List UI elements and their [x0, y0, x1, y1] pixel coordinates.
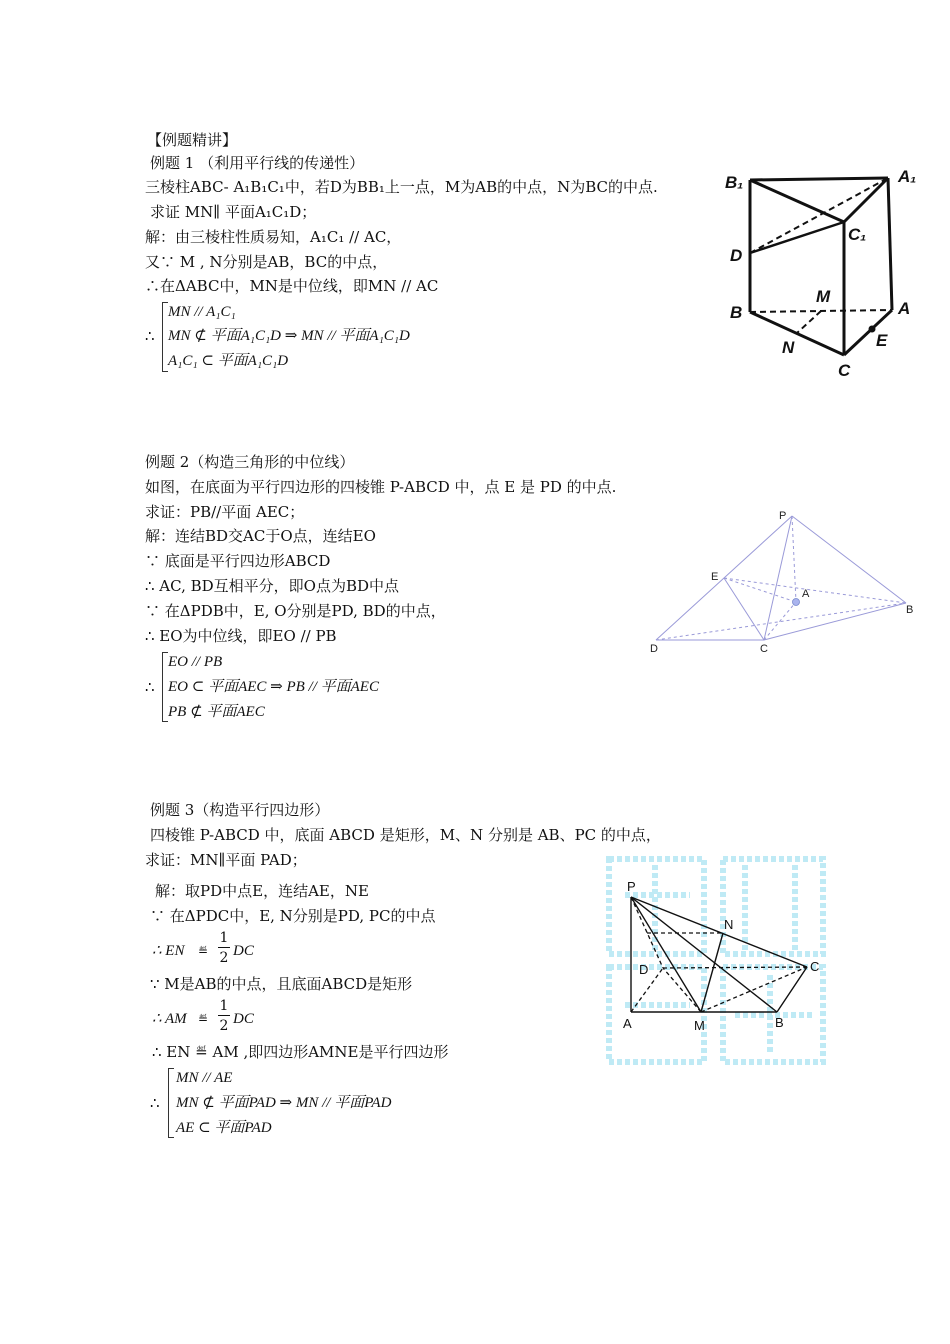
label-n: N	[782, 338, 795, 357]
ex1-step-2: 又∵ M , N分别是AB，BC的中点，	[145, 253, 388, 271]
ex3-step-6: ∴ EN ≝ AM ,即四边形AMNE是平行四边形	[152, 1043, 449, 1061]
segment-mn-hidden	[797, 311, 821, 333]
label-m: M	[816, 287, 831, 306]
therefore-symbol: ∴	[145, 327, 155, 345]
ex3-step-1: 解：取PD中点E，连结AE，NE	[155, 882, 369, 900]
edge-pc	[764, 516, 792, 640]
label-c: C	[838, 361, 851, 380]
label-a: A	[898, 299, 911, 318]
ex1-heading: 例题 1 （利用平行线的传递性）	[150, 154, 365, 172]
ex3-problem: 四棱锥 P-ABCD 中，底面 ABCD 是矩形，M、N 分别是 AB、PC 的中点，	[150, 826, 661, 844]
ex1-problem: 三棱柱ABC- A₁B₁C₁中，若D为BB₁上一点，M为AB的中点，N为BC的中点.	[145, 178, 658, 196]
equal-parallel-symbol: ≝	[198, 944, 209, 958]
label-c: C	[760, 643, 768, 655]
edge-c1a1	[844, 178, 888, 222]
ex1-conclusion-2: MN ⊄ 平面A₁C₁D ⇒ MN // 平面A₁C₁D	[168, 328, 410, 344]
label-b: B	[775, 1015, 784, 1030]
conclusion-brace	[168, 1068, 174, 1138]
ex1-prism-figure	[720, 160, 930, 385]
ex1-conclusion-3: A₁C₁ ⊂ 平面A₁C₁D	[168, 353, 289, 369]
ex3-step-3-rhs: DC	[233, 943, 254, 959]
ex1-step-3: ∴在ΔABC中，MN是中位线，即MN // AC	[145, 277, 439, 295]
segment-mc-hidden	[701, 967, 807, 1012]
ex2-heading: 例题 2（构造三角形的中位线）	[145, 453, 355, 471]
fraction-denominator: 2	[219, 1018, 229, 1034]
label-e: E	[711, 571, 719, 583]
ex3-step-5-rhs: DC	[233, 1011, 254, 1027]
ex2-step-2: ∵ 底面是平行四边形ABCD	[145, 552, 331, 570]
therefore-symbol: ∴	[150, 1094, 160, 1112]
ex3-heading: 例题 3（构造平行四边形）	[150, 801, 330, 819]
ex3-conclusion-1: MN // AE	[176, 1070, 233, 1086]
therefore-symbol: ∴	[145, 678, 155, 696]
edge-b1c1	[750, 180, 844, 222]
label-a1: A₁	[898, 167, 917, 186]
ex2-conclusion-1: EO // PB	[168, 654, 223, 670]
point-e	[869, 326, 876, 333]
ex1-conclusion-1: MN // A₁C₁	[168, 304, 236, 320]
edge-bc	[750, 312, 844, 355]
ex2-prove: 求证：PB//平面 AEC；	[145, 503, 305, 521]
label-a: A	[802, 588, 810, 600]
label-m: M	[694, 1018, 705, 1033]
ex3-pyramid-figure	[605, 855, 835, 1070]
label-b: B	[730, 303, 743, 322]
ex2-conclusion-3: PB ⊄ 平面AEC	[168, 704, 265, 720]
equal-parallel-symbol: ≝	[198, 1012, 209, 1026]
ex2-problem: 如图，在底面为平行四边形的四棱锥 P-ABCD 中，点 E 是 PD 的中点.	[145, 478, 617, 496]
edge-cb	[764, 603, 906, 640]
ex2-pyramid-figure	[640, 500, 930, 660]
label-e: E	[876, 331, 888, 350]
ex2-step-1: 解：连结BD交AC于O点，连结EO	[145, 527, 376, 545]
ex2-step-3: ∴ AC, BD互相平分，即O点为BD中点	[145, 577, 400, 595]
ex3-conclusion-2: MN ⊄ 平面PAD ⇒ MN // 平面PAD	[176, 1095, 392, 1111]
ex3-step-4: ∵ M是AB的中点，且底面ABCD是矩形	[150, 975, 413, 993]
edge-a1a	[888, 178, 892, 310]
ex1-step-1: 解：由三棱柱性质易知，A₁C₁ // AC，	[145, 228, 402, 246]
ex3-step-3-lhs: ∴ EN	[152, 943, 185, 959]
label-a: A	[623, 1016, 632, 1031]
segment-ea-hidden	[724, 578, 796, 602]
label-c1: C₁	[848, 225, 867, 244]
ex2-step-4: ∵ 在ΔPDB中，E, O分别是PD, BD的中点，	[145, 602, 446, 620]
label-d: D	[650, 643, 658, 655]
ex2-conclusion-2: EO ⊂ 平面AEC ⇒ PB // 平面AEC	[168, 679, 379, 695]
edge-b1a1	[750, 178, 888, 180]
segment-db-hidden	[656, 603, 906, 640]
ex3-prove: 求证：MN∥平面 PAD；	[145, 851, 307, 869]
fraction-numerator: 1	[219, 998, 229, 1014]
segment-ec	[724, 578, 764, 640]
edge-pa-hidden	[792, 516, 796, 602]
fraction-numerator: 1	[219, 930, 229, 946]
ex3-conclusion-3: AE ⊂ 平面PAD	[176, 1120, 272, 1136]
label-d: D	[639, 962, 649, 977]
label-b1: B₁	[725, 173, 744, 192]
label-p: P	[779, 510, 787, 522]
fraction-denominator: 2	[219, 950, 229, 966]
label-p: P	[627, 879, 636, 894]
label-c: C	[810, 959, 820, 974]
label-n: N	[724, 917, 734, 932]
label-d: D	[730, 246, 743, 265]
ex3-step-5-lhs: ∴ AM	[152, 1011, 187, 1027]
ex1-prove: 求证 MN∥ 平面A₁C₁D；	[150, 203, 317, 221]
section-title: 【例题精讲】	[147, 131, 238, 149]
label-b: B	[906, 604, 914, 616]
ex3-step-2: ∵ 在ΔPDC中，E, N分别是PD, PC的中点	[150, 907, 436, 925]
ex2-step-5: ∴ EO为中位线，即EO // PB	[145, 627, 337, 645]
point-a-marker	[793, 599, 800, 606]
